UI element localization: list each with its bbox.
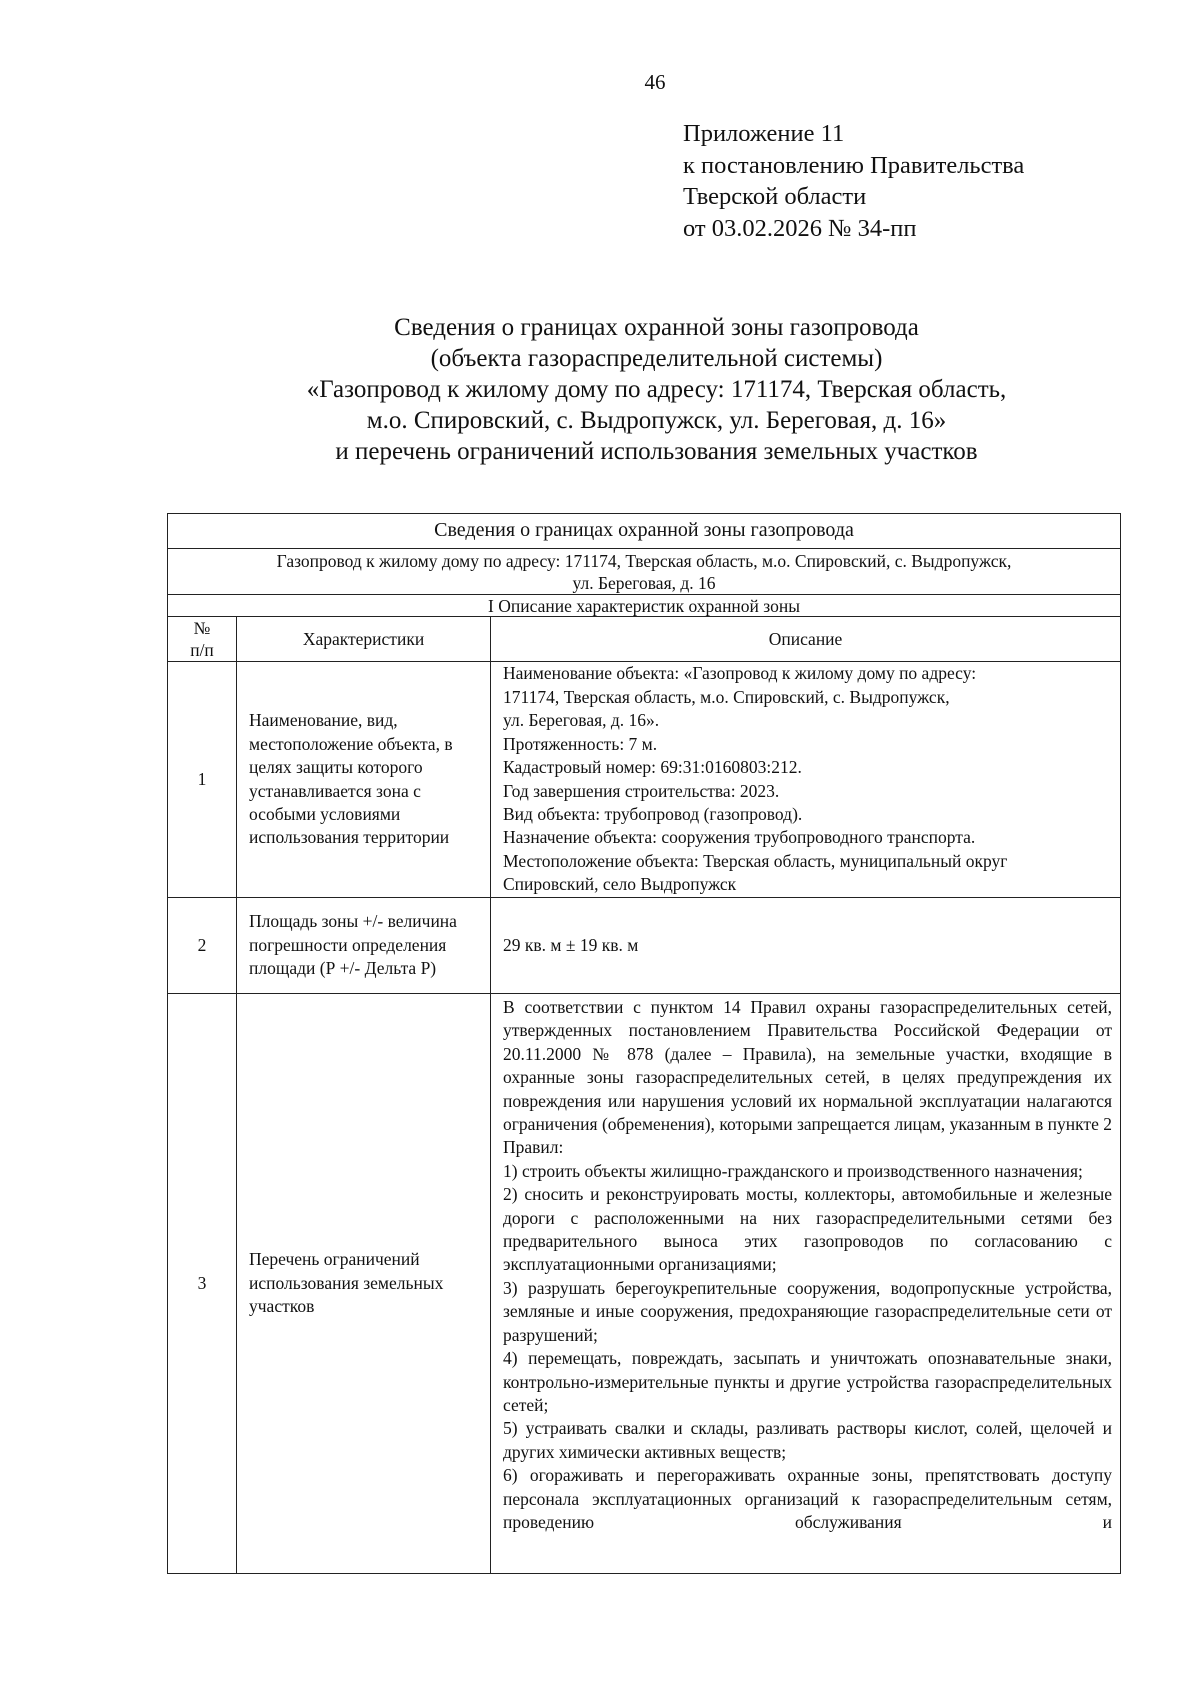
object-header-line: ул. Береговая, д. 16	[572, 572, 716, 593]
title-line: м.о. Спировский, с. Выдропужск, ул. Береговая, д. 16»	[366, 407, 947, 434]
col-header-number-line: п/п	[190, 640, 214, 660]
object-header-line: Газопровод к жилому дому по адресу: 171174, Тверская область, м.о. Спировский, с. Выдропужск,	[276, 550, 1012, 571]
table-row	[168, 662, 1121, 898]
row-description	[491, 994, 1121, 1574]
zone-info-table	[167, 513, 1121, 1574]
table-object-header	[168, 549, 1121, 595]
row-characteristic: Наименование, вид, местоположение объекта, в целях защиты которого устанавливается зона с особыми условиями использования территории	[237, 662, 491, 898]
row-number: 1	[168, 662, 237, 898]
title-line: (объекта газораспределительной системы)	[430, 345, 883, 372]
appendix-line: Тверской области	[683, 183, 867, 210]
row-characteristic: Перечень ограничений использования земельных участков	[237, 994, 491, 1574]
title-line: Сведения о границах охранной зоны газопровода	[394, 314, 919, 341]
appendix-line: Приложение 11	[683, 120, 845, 147]
title-line: «Газопровод к жилому дому по адресу: 171174, Тверская область,	[306, 376, 1007, 403]
desc-paragraph: 5) устраивать свалки и склады, разливать растворы кислот, солей, щелочей и других химически активных веществ;	[503, 1418, 1113, 1462]
appendix-line: к постановлению Правительства	[683, 151, 1025, 179]
desc-line: Наименование объекта: «Газопровод к жилому дому по адресу:	[503, 663, 977, 684]
desc-paragraph: 4) перемещать, повреждать, засыпать и уничтожать опознавательные знаки, контрольно-измерительные пункты и другие устройства газораспределительных сетей;	[503, 1348, 1113, 1415]
desc-line: 171174, Тверская область, м.о. Спировский, с. Выдропужск,	[503, 686, 950, 707]
col-header-number-line: №	[193, 618, 211, 638]
desc-paragraph: 6) огораживать и перегораживать охранные зоны, препятствовать доступу персонала эксплуатационных организаций к газораспределительным сетям, проведению обслуживания и	[503, 1465, 1113, 1532]
row-number: 2	[168, 898, 237, 994]
col-header-description: Описание	[491, 617, 1121, 662]
row-description: 29 кв. м ± 19 кв. м	[491, 898, 1121, 994]
desc-line: ул. Береговая, д. 16».	[503, 710, 660, 731]
title-line: и перечень ограничений использования земельных участков	[335, 438, 978, 465]
desc-line: Год завершения строительства: 2023.	[503, 780, 780, 801]
row-number: 3	[168, 994, 237, 1574]
table-row	[168, 994, 1121, 1574]
page-number: 46	[644, 70, 666, 94]
document-title	[0, 312, 1200, 467]
desc-line: Кадастровый номер: 69:31:0160803:212.	[503, 757, 802, 778]
desc-line: Назначение объекта: сооружения трубопроводного транспорта.	[503, 827, 976, 848]
desc-line: Вид объекта: трубопровод (газопровод).	[503, 803, 803, 824]
table-section-row	[168, 595, 1121, 617]
desc-line: Спировский, село Выдропужск	[503, 874, 737, 895]
desc-line: Протяженность: 7 м.	[503, 733, 658, 754]
desc-paragraph: 2) сносить и реконструировать мосты, коллекторы, автомобильные и железные дороги с расположенными на них газораспределительными сетями без предварительного выноса этих газопроводов по согласованию с эксплуатационными организациями;	[503, 1184, 1113, 1275]
appendix-block	[683, 118, 1024, 244]
table-row	[168, 898, 1121, 994]
desc-paragraph: В соответствии с пунктом 14 Правил охраны газораспределительных сетей, утвержденных постановлением Правительства Российской Федерации от 20.11.2000 № 878 (далее – Правила), на земельные участки, входящие в охранные зоны газораспределительных сетей, в целях предупреждения их повреждения или нарушения условий их нормальной эксплуатации налагаются ограничения (обременения), которыми запрещается лицам, указанным в пункте 2 Правил:	[503, 997, 1113, 1158]
col-header-number	[168, 617, 237, 662]
desc-paragraph: 3) разрушать берегоукрепительные сооружения, водопропускные устройства, земляные и иные сооружения, предохраняющие газораспределительные сети от разрушений;	[503, 1277, 1113, 1345]
appendix-line: от 03.02.2026 № 34-пп	[683, 214, 917, 242]
desc-paragraph: 1) строить объекты жилищно-гражданского и производственного назначения;	[503, 1160, 1083, 1181]
desc-line: Местоположение объекта: Тверская область, муниципальный округ	[503, 850, 1008, 871]
table-column-headers	[168, 617, 1121, 662]
table-header-row	[168, 549, 1121, 595]
table-header-row	[168, 514, 1121, 549]
row-description	[491, 662, 1121, 898]
section-header: I Описание характеристик охранной зоны	[168, 595, 1121, 617]
row-characteristic: Площадь зоны +/- величина погрешности определения площади (Р +/- Дельта Р)	[237, 898, 491, 994]
table-main-header: Сведения о границах охранной зоны газопровода	[168, 514, 1121, 549]
col-header-characteristics: Характеристики	[237, 617, 491, 662]
